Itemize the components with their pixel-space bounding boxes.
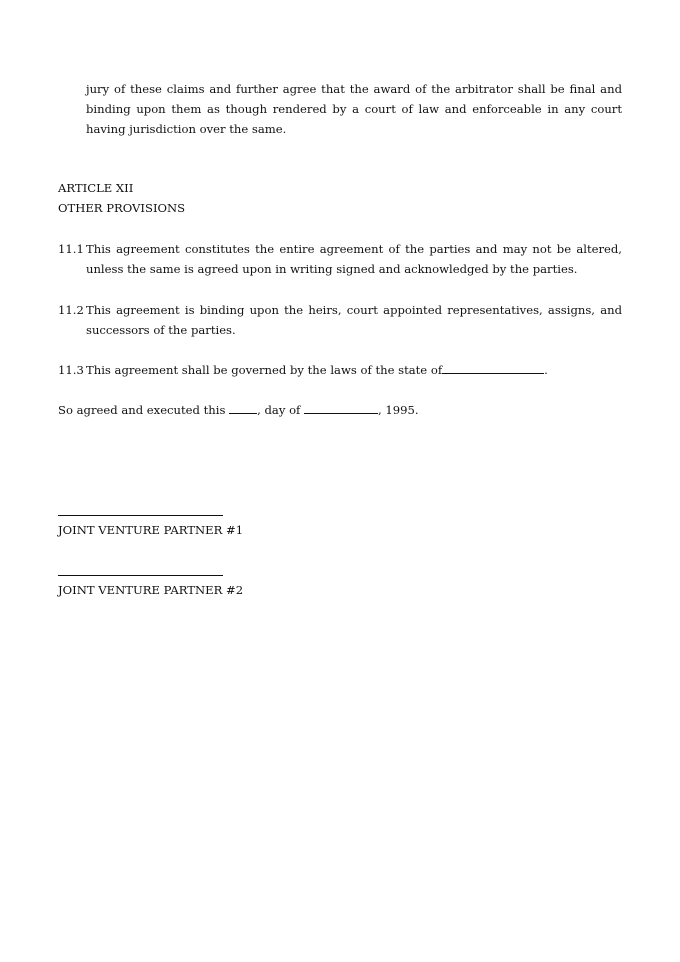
clause-number: 11.2 bbox=[58, 303, 84, 317]
article-title: OTHER PROVISIONS bbox=[58, 201, 186, 215]
executed-line bbox=[58, 400, 419, 420]
signature-line-partner-1[interactable] bbox=[58, 515, 223, 516]
day-blank-field[interactable] bbox=[229, 400, 257, 414]
signature-label-partner-2: JOINT VENTURE PARTNER #2 bbox=[58, 583, 244, 597]
clause-text: This agreement is binding upon the heirs, court appointed representatives, assigns, and successors of the parties. bbox=[86, 303, 622, 337]
executed-prefix: So agreed and executed this bbox=[58, 403, 226, 417]
clause-text: This agreement constitutes the entire agreement of the parties and may not be altered, unless the same is agreed upon in writing signed and acknowledged by the parties. bbox=[86, 242, 622, 276]
month-blank-field[interactable] bbox=[304, 400, 378, 414]
state-blank-field[interactable] bbox=[442, 360, 544, 374]
signature-label-partner-1: JOINT VENTURE PARTNER #1 bbox=[58, 523, 244, 537]
clause-text-after-blank: . bbox=[544, 363, 548, 377]
clause-11-1 bbox=[58, 239, 622, 279]
executed-suffix: , 1995. bbox=[378, 403, 419, 417]
clause-number: 11.3 bbox=[58, 363, 84, 377]
clause-text bbox=[86, 360, 622, 380]
clause-text-before-blank: This agreement shall be governed by the laws of the state of bbox=[86, 363, 443, 377]
arbitration-continuation-paragraph: jury of these claims and further agree that the award of the arbitrator shall be final and binding upon them as though rendered by a court of law and enforceable in any court having jurisdiction over the same. bbox=[86, 82, 622, 136]
article-heading bbox=[58, 178, 185, 218]
clause-11-3 bbox=[58, 360, 622, 380]
article-number: ARTICLE XII bbox=[58, 181, 134, 195]
executed-middle: , day of bbox=[257, 403, 301, 417]
clause-11-2 bbox=[58, 300, 622, 340]
signature-line-partner-2[interactable] bbox=[58, 575, 223, 576]
clause-number: 11.1 bbox=[58, 242, 84, 256]
